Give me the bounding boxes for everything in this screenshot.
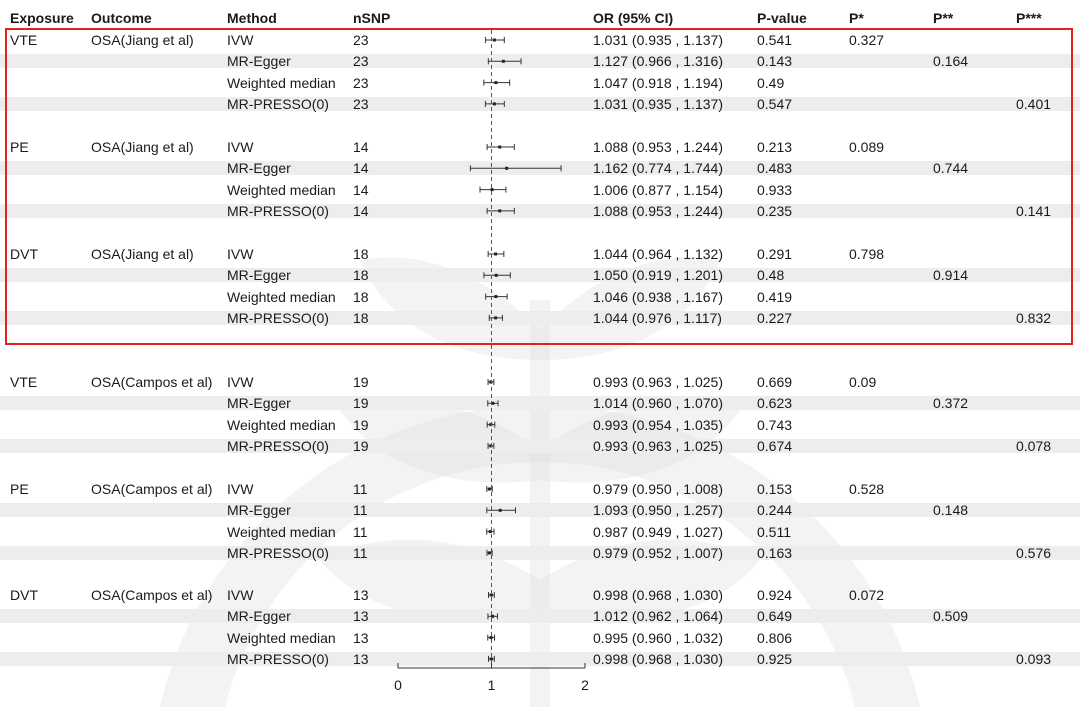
exposure-label: PE	[10, 139, 29, 155]
or-ci-cell: 0.998 (0.968 , 1.030)	[593, 650, 723, 667]
point-estimate	[494, 316, 497, 319]
header-method: Method	[227, 10, 277, 26]
nsnp-cell: 18	[353, 309, 369, 326]
outcome-label: OSA(Campos et al)	[91, 374, 213, 390]
pvalue-cell: 0.291	[757, 246, 793, 262]
or-ci-cell: 1.044 (0.964 , 1.132)	[593, 246, 723, 262]
nsnp-cell: 11	[353, 523, 368, 540]
pvalue-cell: 0.143	[757, 53, 793, 70]
or-ci-cell: 1.127 (0.966 , 1.316)	[593, 53, 723, 70]
pvalue-cell: 0.547	[757, 95, 793, 112]
or-ci-cell: 0.995 (0.960 , 1.032)	[593, 629, 723, 646]
or-ci-cell: 0.998 (0.968 , 1.030)	[593, 587, 723, 603]
p-star-cell: 0.528	[849, 481, 885, 497]
method-cell: Weighted median	[227, 288, 336, 305]
point-estimate	[491, 615, 494, 618]
method-cell: IVW	[227, 374, 254, 390]
or-ci-cell: 1.088 (0.953 , 1.244)	[593, 139, 723, 155]
method-cell: Weighted median	[227, 181, 336, 198]
point-estimate	[493, 102, 496, 105]
header-nsnp: nSNP	[353, 10, 391, 26]
method-cell: Weighted median	[227, 523, 336, 540]
or-ci-cell: 1.012 (0.962 , 1.064)	[593, 608, 723, 625]
nsnp-cell: 14	[353, 202, 369, 219]
pvalue-cell: 0.669	[757, 374, 793, 390]
or-ci-cell: 1.093 (0.950 , 1.257)	[593, 502, 723, 519]
point-estimate	[488, 488, 491, 491]
p-star-cell: 0.089	[849, 139, 885, 155]
or-ci-cell: 0.993 (0.954 , 1.035)	[593, 416, 723, 433]
point-estimate	[494, 295, 497, 298]
nsnp-cell: 23	[353, 74, 369, 91]
or-ci-cell: 0.979 (0.950 , 1.008)	[593, 481, 723, 497]
or-ci-cell: 1.014 (0.960 , 1.070)	[593, 395, 723, 412]
pvalue-cell: 0.623	[757, 395, 793, 412]
exposure-label: DVT	[10, 246, 38, 262]
nsnp-cell: 13	[353, 587, 369, 603]
outcome-label: OSA(Jiang et al)	[91, 32, 194, 48]
method-cell: MR-Egger	[227, 53, 291, 70]
or-ci-cell: 1.031 (0.935 , 1.137)	[593, 32, 723, 48]
x-tick-label: 0	[394, 677, 402, 693]
or-ci-cell: 1.162 (0.774 , 1.744)	[593, 160, 723, 177]
method-cell: MR-Egger	[227, 608, 291, 625]
header-p-star: P*	[849, 10, 864, 26]
nsnp-cell: 18	[353, 288, 369, 305]
nsnp-cell: 14	[353, 160, 369, 177]
pvalue-cell: 0.235	[757, 202, 793, 219]
method-cell: Weighted median	[227, 416, 336, 433]
or-ci-cell: 0.979 (0.952 , 1.007)	[593, 544, 723, 561]
pvalue-cell: 0.213	[757, 139, 793, 155]
point-estimate	[491, 188, 494, 191]
or-ci-cell: 1.044 (0.976 , 1.117)	[593, 309, 722, 326]
header-exposure: Exposure	[10, 10, 74, 26]
header-p-double-star: P**	[933, 10, 954, 26]
point-estimate	[502, 60, 505, 63]
method-cell: Weighted median	[227, 629, 336, 646]
nsnp-cell: 23	[353, 32, 369, 48]
pvalue-cell: 0.674	[757, 437, 793, 454]
point-estimate	[495, 274, 498, 277]
method-cell: MR-PRESSO(0)	[227, 202, 329, 219]
method-cell: MR-PRESSO(0)	[227, 544, 329, 561]
p-star-cell: 0.327	[849, 32, 885, 48]
outcome-label: OSA(Jiang et al)	[91, 139, 194, 155]
pvalue-cell: 0.419	[757, 288, 793, 305]
point-estimate	[490, 636, 493, 639]
nsnp-cell: 13	[353, 608, 369, 625]
or-ci-cell: 0.987 (0.949 , 1.027)	[593, 523, 723, 540]
p-triple-star-cell: 0.093	[1016, 650, 1052, 667]
method-cell: IVW	[227, 32, 254, 48]
p-triple-star-cell: 0.832	[1016, 309, 1052, 326]
point-estimate	[494, 253, 497, 256]
or-ci-cell: 1.050 (0.919 , 1.201)	[593, 267, 723, 284]
nsnp-cell: 19	[353, 395, 369, 412]
exposure-label: PE	[10, 481, 29, 497]
nsnp-cell: 19	[353, 374, 369, 390]
point-estimate	[490, 657, 493, 660]
nsnp-cell: 13	[353, 629, 369, 646]
pvalue-cell: 0.163	[757, 544, 793, 561]
x-tick-label: 1	[487, 677, 496, 693]
nsnp-cell: 19	[353, 437, 369, 454]
pvalue-cell: 0.49	[757, 74, 785, 91]
p-triple-star-cell: 0.401	[1016, 95, 1052, 112]
point-estimate	[505, 167, 508, 170]
pvalue-cell: 0.244	[757, 502, 793, 519]
method-cell: IVW	[227, 139, 254, 155]
pvalue-cell: 0.806	[757, 629, 793, 646]
or-ci-cell: 1.006 (0.877 , 1.154)	[593, 181, 723, 198]
nsnp-cell: 23	[353, 53, 369, 70]
or-ci-cell: 1.047 (0.918 , 1.194)	[593, 74, 723, 91]
pvalue-cell: 0.153	[757, 481, 793, 497]
nsnp-cell: 11	[353, 544, 368, 561]
p-triple-star-cell: 0.078	[1016, 437, 1052, 454]
or-ci-cell: 1.031 (0.935 , 1.137)	[593, 95, 723, 112]
outcome-label: OSA(Campos et al)	[91, 587, 213, 603]
nsnp-cell: 13	[353, 650, 369, 667]
pvalue-cell: 0.541	[757, 32, 793, 48]
p-star-cell: 0.09	[849, 374, 877, 390]
nsnp-cell: 23	[353, 95, 369, 112]
p-double-star-cell: 0.372	[933, 395, 969, 412]
method-cell: IVW	[227, 587, 254, 603]
method-cell: Weighted median	[227, 74, 336, 91]
nsnp-cell: 14	[353, 181, 369, 198]
pvalue-cell: 0.924	[757, 587, 793, 603]
p-star-cell: 0.072	[849, 587, 885, 603]
point-estimate	[488, 551, 491, 554]
pvalue-cell: 0.483	[757, 160, 793, 177]
p-double-star-cell: 0.744	[933, 160, 969, 177]
nsnp-cell: 14	[353, 139, 369, 155]
pvalue-cell: 0.511	[757, 523, 791, 540]
outcome-label: OSA(Jiang et al)	[91, 246, 194, 262]
header-outcome: Outcome	[91, 10, 152, 26]
outcome-label: OSA(Campos et al)	[91, 481, 213, 497]
method-cell: MR-PRESSO(0)	[227, 437, 329, 454]
or-ci-cell: 0.993 (0.963 , 1.025)	[593, 437, 723, 454]
pvalue-cell: 0.227	[757, 309, 793, 326]
point-estimate	[499, 509, 502, 512]
method-cell: MR-Egger	[227, 267, 291, 284]
p-double-star-cell: 0.164	[933, 53, 969, 70]
nsnp-cell: 19	[353, 416, 369, 433]
p-double-star-cell: 0.914	[933, 267, 969, 284]
point-estimate	[494, 81, 497, 84]
method-cell: MR-PRESSO(0)	[227, 309, 329, 326]
method-cell: MR-Egger	[227, 502, 291, 519]
method-cell: IVW	[227, 481, 254, 497]
exposure-label: VTE	[10, 32, 38, 48]
nsnp-cell: 11	[353, 502, 368, 519]
exposure-label: DVT	[10, 587, 38, 603]
p-star-cell: 0.798	[849, 246, 885, 262]
point-estimate	[498, 146, 501, 149]
method-cell: MR-PRESSO(0)	[227, 95, 329, 112]
point-estimate	[493, 39, 496, 42]
pvalue-cell: 0.933	[757, 181, 793, 198]
p-double-star-cell: 0.509	[933, 608, 969, 625]
pvalue-cell: 0.649	[757, 608, 793, 625]
method-cell: MR-Egger	[227, 395, 291, 412]
nsnp-cell: 18	[353, 246, 369, 262]
point-estimate	[498, 209, 501, 212]
or-ci-cell: 1.088 (0.953 , 1.244)	[593, 202, 723, 219]
nsnp-cell: 18	[353, 267, 369, 284]
header-pvalue: P-value	[757, 10, 807, 26]
x-tick-label: 2	[581, 677, 589, 693]
method-cell: MR-Egger	[227, 160, 291, 177]
method-cell: MR-PRESSO(0)	[227, 650, 329, 667]
pvalue-cell: 0.743	[757, 416, 793, 433]
or-ci-cell: 1.046 (0.938 , 1.167)	[593, 288, 723, 305]
nsnp-cell: 11	[353, 481, 368, 497]
or-ci-cell: 0.993 (0.963 , 1.025)	[593, 374, 723, 390]
p-double-star-cell: 0.148	[933, 502, 969, 519]
p-triple-star-cell: 0.576	[1016, 544, 1052, 561]
method-cell: IVW	[227, 246, 254, 262]
header-or-ci: OR (95% CI)	[593, 10, 674, 26]
exposure-label: VTE	[10, 374, 38, 390]
pvalue-cell: 0.925	[757, 650, 793, 667]
header-p-triple-star: P***	[1016, 10, 1042, 26]
p-triple-star-cell: 0.141	[1016, 202, 1052, 219]
pvalue-cell: 0.48	[757, 267, 785, 284]
